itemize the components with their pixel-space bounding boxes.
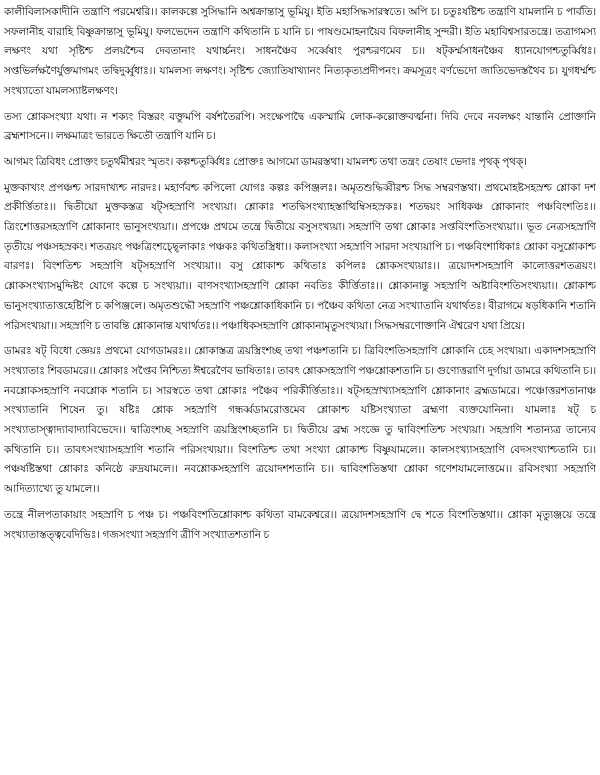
paragraph-1: কালীবিলাসকাদীনি তন্ত্রাণি পরমেশ্বরি।। কালকল্পে সুসিদ্ধানি অশ্বক্রান্তাসু ভূমিযু। ইতি মহাসিদ্ধসারস্বতে। অপি চ। চতুঃষষ্টিশ্চ তন্ত্রাণি যামলানি চ পার্বতি। সফলানীহ বারাহি বিষ্ণুক্রান্তাসু ভূমিযু। ফলভেদেন তন্ত্রাণি কথিতানি চ যানি চ। পাষণ্ডমোহনায়ৈব বিফলানীহ সুন্দরী। ইতি মহাবিশ্বসারতন্ত্রে। তত্রাগমস্য লক্ষণং যথা সৃষ্টিশ্চ প্রলয়শ্চৈব দেবতানাং যথার্চ্চনং। সাধনঞ্চৈব সর্ব্বেষাং পুরশ্চরণমেব চ।। ষট্কর্ম্মসাধনঞ্চৈব ধ্যানযোগশ্চতুর্ব্বিধঃ। সপ্তভির্লক্ষণৈর্যুক্তমাগমং তদ্বিদুর্ব্বুধাঃ।। যামলস্য লক্ষণং। সৃষ্টিশ্চ জ্যোতিষাখ্যানং নিত্যকৃত্যপ্রদীপনং। ক্রমসূত্রং বর্ণভেদো জাতিভেদস্তথৈব চ। যুগধর্ম্মশ্চ সংখ্যাতো যামলস্যাষ্টলক্ষণং। bbox=[4, 6, 596, 97]
paragraph-2: তস্য শ্লোকসংখ্যা যথা। ন শক্যং বিস্তরং বক্তুমপি বর্ষশতৈরপি। সংক্ষেপাদ্বৈ একস্মামি লোক-কল্লোক্তবর্ত্মনা। দিবি দেবে নবলক্ষং যান্তানি প্রোক্তানি ব্রহ্মশাসনে।। লক্ষমাত্রং ভারতে ক্ষিতৌ তন্ত্রাণি যানি চ। bbox=[4, 110, 596, 143]
paragraph-5: ডামরঃ ষট্ বিধো জ্ঞেয়ঃ প্রথমো যোগডামরঃ।। শ্লোকাস্তত্র ত্রয়স্ত্রিংশচ্ছ তথা পঞ্চশতানি চ। ত্রিবিংশতিসহস্রাণি শ্লোকানি চেহ সংখ্যয়া। একাদশসহস্রাণি সংখ্যাতাঃ শিবডামরে।। শ্লোকাঃ সপ্তৈব নিশ্চিত্য ঈশ্বরেণৈব ভাষিতাঃ। তাবৎ শ্লোকসহস্রাণি পঞ্চশ্লোকশতানি চ। গুণোত্তরাণি দুর্গায়া ডামরে কথিতানি চ।। নবশ্লোকসহস্রাণি নবশ্লোক শতানি চ। সারস্বতে তথা শ্লোকাঃ পঞ্চৈব পরিকীর্ত্তিতাঃ।। ষট্‌সহস্রাখ্যাসহস্রাণি শ্লোকানাং ব্রহ্মডামরে। পঞ্চোত্তরশতানাঞ্চ সংখ্যাতানি শিষেন তু। ষষ্টিঃ শ্লোক সহস্রাণি গন্ধর্ব্বডামরোত্তমেব শ্লোকাশ্চ যষ্টিসংখ্যাতা ব্রহ্মণা ব্যক্তযোনিনা। যামলাঃ ষট্ চ সংখ্যাতাস্ত্বাদ্যাবাদ্যাবিভেদে।। দ্বাত্রিংশচ্ছ সহস্রাণি ত্রয়স্ত্রিংশচ্ছতানি চ। দ্বিতীয়ে ব্রহ্ম সংজ্ঞে তু দ্বাবিংশতিশ্চ সংখ্যয়া। সহস্রাণি শতান্যত্র তান্যেব কথিতানি চ।। তাবৎসংখ্যাসহস্রাণি শতানি পরিসংখ্যয়া।। বিংশতিশ্চ তথা সংখ্যা শ্লোকাশ্চ বিষ্ণুযামলে।। কালসংখ্যাসহস্রাণি বেদসংখ্যাশ্চতানি চ।। পঞ্চষষ্টিস্তথা শ্লোকাঃ কনিষ্ঠে রুদ্রযামলে।। নবশ্লোকসহস্রাণি ত্রয়োদশশতানি চ।। দ্বাবিংশতিস্তথা শ্লোকা গণেশযামলোত্তমে।। রবিসংখ্যা সহস্রাণি আদিত্যাখ্যে তু যামলে।। bbox=[4, 345, 596, 496]
paragraph-3: আগমং ত্রিবিধং প্রোক্তং চতুর্থমীশ্বরং স্মৃতং। কল্পশ্চতুর্ব্বিধঃ প্রোক্তঃ আগমো ডামরস্তথা। যামলশ্চ তথা তন্ত্রং তেষাং ভেদাঃ পৃথক্ পৃথক্। bbox=[4, 155, 527, 168]
paragraph-4: মুক্তকাখ্যং প্রপঞ্চশ্চ সারদাখ্যশ্চ নারদঃ। মহার্ণবশ্চ কপিলো যোগঃ কল্পঃ কপিঞ্জলঃ। অমৃতশুদ্ধিব্বীরশ্চ সিদ্ধ সম্বরণস্তথা। প্রথমোহষ্টসহস্রশ্চ শ্লোকা দশ প্রকীর্ত্তিতাঃ।। দ্বিতীয়ো মুক্তকস্তত্র ষট্‌সহস্রাণি সংখ্যয়া। শ্লোকাঃ শতদ্বিসংখ্যাহস্তাত্থিম্বিসহস্রকঃ। শতদ্বয়ং সাধিকঞ্চ শ্লোকানাং পঞ্চবিংশতিঃ।। ত্রিংশোত্তরসহস্রাণি শ্লোকানাং ভানুসংখ্যয়া।। প্রপঞ্চে প্রথমে তন্ত্রে দ্বিতীয়ে বসুসংখ্যয়া। সহস্রাণি তথা শ্লোকাঃ সপ্তবিংশতিসংখ্যয়া।। ভূত নেত্রসহস্রাণি তৃতীয়ে পঞ্চসহস্রকং। শতত্রয়ং পঞ্চত্রিংশচ্ছ্লোকাঃ পঞ্চকঃ কথিতস্ত্রিধা।। কলাসংখ্যা সহস্রাণি সারদা সংখ্যয়াপি চ। পঞ্চবিংশাধিকাঃ শ্লোকা বসুশ্লোকাশ্চ বারণঃ। বিংশতিশ্চ সহস্রাণি ষট্‌সহস্রাণি সংখ্যয়া।। বসু শ্লোকাশ্চ কথিতাঃ কপিলঃ শ্লোকসংখ্যয়াঃ।। ত্রয়োদশসহস্রাণি কালোত্তরশতত্রয়ং। শ্লোকসংখ্যাসমুদ্দিষ্টং যোগে কল্পে চ সংখ্যয়া।। বাণসংখ্যাসহস্রাণি শ্লোকা নবতিঃ কীর্ত্তিতাঃ।। শ্লোকানান্তু সহস্রাণি অষ্টাবিংশতিসংখ্যয়া।। শ্লোকাশ্চ ভানুসংখ্যাতাত্তহেষ্টিপি চ কপিঞ্জলে। অমৃতশুদ্ধৌ সহস্রাণি পঞ্চশ্লোকাধিকানি চ। পঞ্চৈব কথিতা নেত্র সংখ্যাতানি যথার্থতঃ। বীরাগমে ষড়ধিকানি শতানি পরিসংখ্যয়া।। সহস্রাণি চ তাবন্তি শ্লোকানান্ত যথার্থতঃ।। পঞ্চাধিকসহস্রাণি শ্লোকানামৃতুসংখ্যয়া। সিদ্ধসম্বরণোক্তানি ঐশ্বরেণ যথা প্রিয়ে। bbox=[4, 181, 596, 332]
paragraph-6: তন্ত্রে নীলপতাকায়াং সহস্রাণি চ পঞ্চ চ। পঞ্চবিংশতিশ্লোকাশ্চ কথিতা বামকেশ্বরে।। ত্রয়োদশসহস্রাণি দ্বে শতে বিংশতিস্তথা।। শ্লোকা মৃত্যুঞ্জয়ে তন্ত্রে সংখ্যাতাস্তত্ত্ববেদিভিঃ। গজসংখ্যা সহস্রাণি ত্রীণি সংখ্যাতশতানি চ bbox=[4, 508, 596, 541]
scanned-text-page bbox=[4, 3, 596, 771]
